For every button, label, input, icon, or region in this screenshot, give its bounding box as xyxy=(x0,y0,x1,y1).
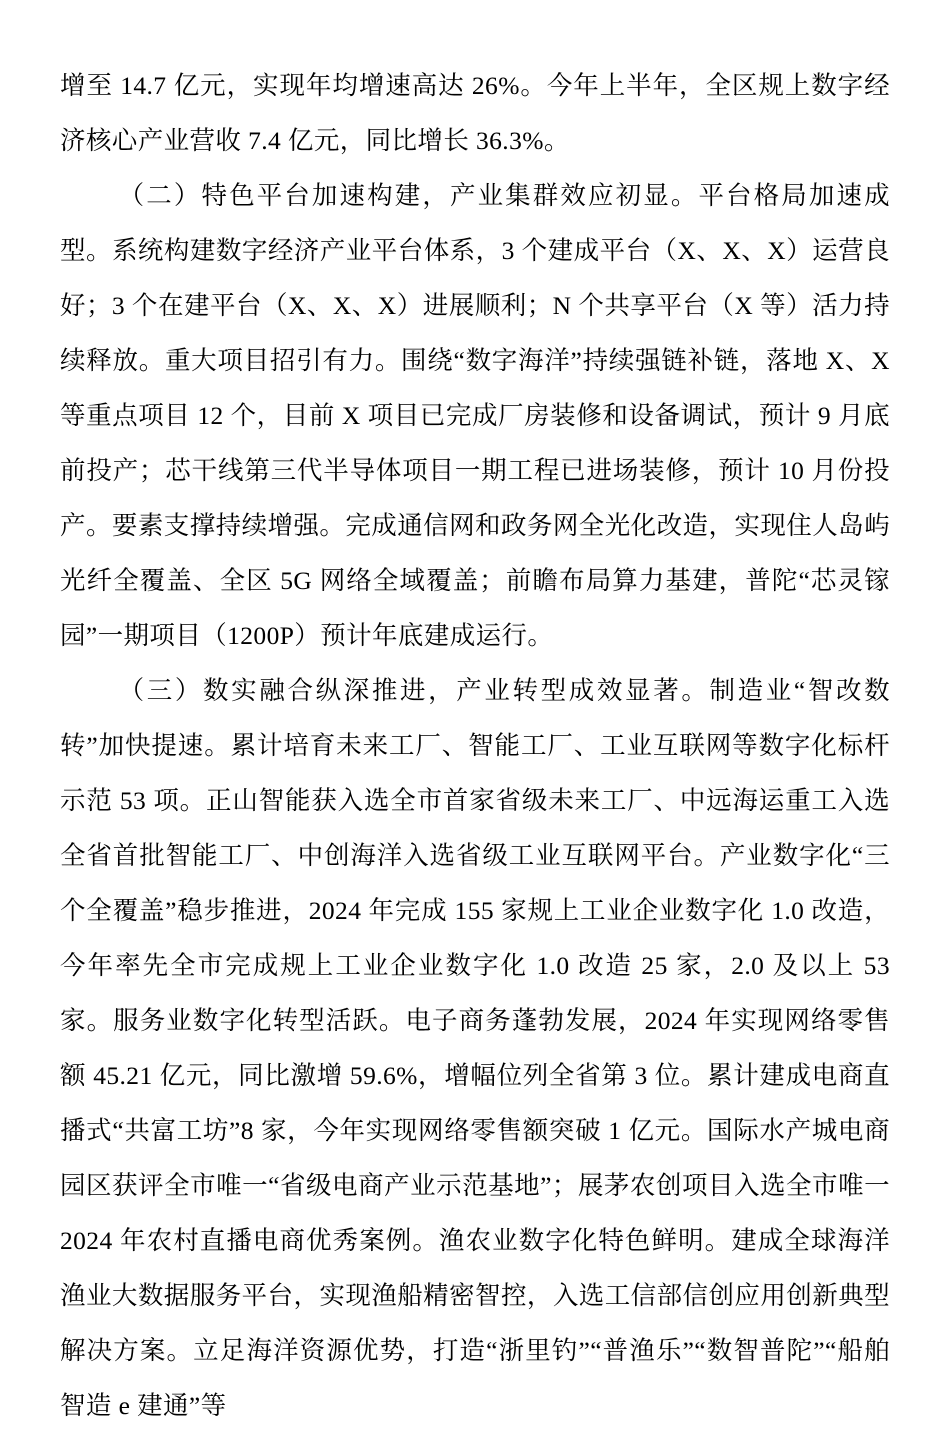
paragraph-section-three: （三）数实融合纵深推进，产业转型成效显著。制造业“智改数转”加快提速。累计培育未来工厂、智能工厂、工业互联网等数字化标杆示范 53 项。正山智能获入选全市首家省级未来工厂、中远海运重工入选全省首批智能工厂、中创海洋入选省级工业互联网平台。产业数字化“三个全覆盖”稳步推进，2024 年完成 155 家规上工业企业数字化 1.0 改造，今年率先全市完成规上工业企业数字化 1.0 改造 25 家，2.0 及以上 53 家。服务业数字化转型活跃。电子商务蓬勃发展，2024 年实现网络零售额 45.21 亿元，同比激增 59.6%，增幅位列全省第 3 位。累计建成电商直播式“共富工坊”8 家，今年实现网络零售额突破 1 亿元。国际水产城电商园区获评全市唯一“省级电商产业示范基地”；展茅农创项目入选全市唯一 2024 年农村直播电商优秀案例。渔农业数字化特色鲜明。建成全球海洋渔业大数据服务平台，实现渔船精密智控，入选工信部信创应用创新典型解决方案。立足海洋资源优势，打造“浙里钓”“普渔乐”“数智普陀”“船舶智造 e 建通”等 xyxy=(60,676,890,1420)
paragraph-section-two: （二）特色平台加速构建，产业集群效应初显。平台格局加速成型。系统构建数字经济产业平台体系，3 个建成平台（X、X、X）运营良好；3 个在建平台（X、X、X）进展顺利；N 个共享平台（X 等）活力持续释放。重大项目招引有力。围绕“数字海洋”持续强链补链，落地 X、X 等重点项目 12 个，目前 X 项目已完成厂房装修和设备调试，预计 9 月底前投产；芯干线第三代半导体项目一期工程已进场装修，预计 10 月份投产。要素支撑持续增强。完成通信网和政务网全光化改造，实现住人岛屿光纤全覆盖、全区 5G 网络全域覆盖；前瞻布局算力基建，普陀“芯灵镓园”一期项目（1200P）预计年底建成运行。 xyxy=(60,181,890,650)
document-body xyxy=(60,58,890,1433)
paragraph-continuation: 增至 14.7 亿元，实现年均增速高达 26%。今年上半年，全区规上数字经济核心产业营收 7.4 亿元，同比增长 36.3%。 xyxy=(60,71,890,155)
